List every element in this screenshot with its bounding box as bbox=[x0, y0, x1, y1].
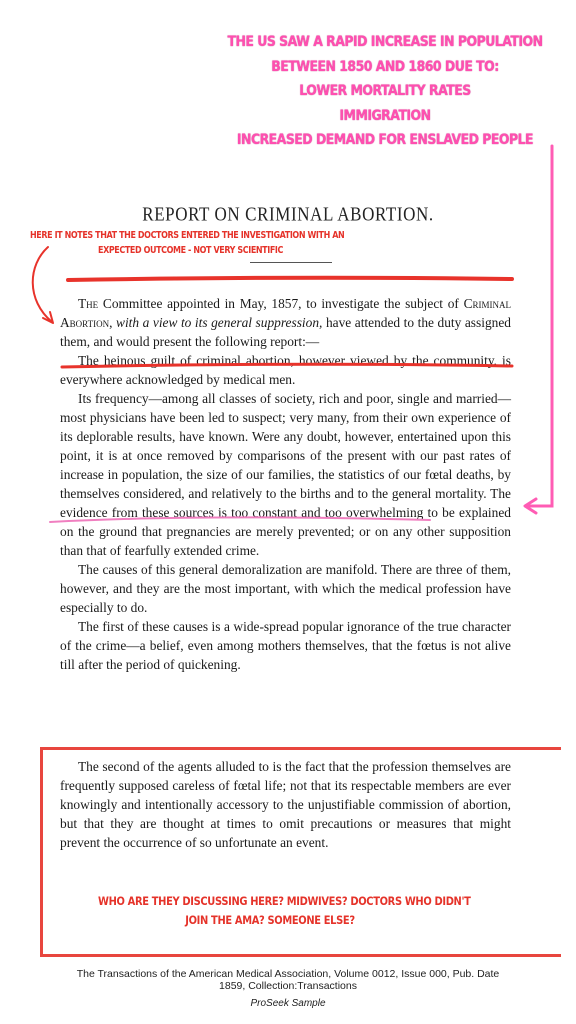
annotation-line: WHO ARE THEY DISCUSSING HERE? MIDWIVES? DOCTORS WHO DIDN'T bbox=[98, 894, 471, 908]
text-run: have attended to the duty assigned them, and would present the following report:— bbox=[60, 315, 511, 349]
pink-arrowhead bbox=[525, 499, 536, 513]
paragraph: The causes of this general demoralization are manifold. There are three of them, however, and they are the most important, with which the medical profession have especially to do. bbox=[60, 562, 511, 615]
italic-phrase: with a view to its general suppression, bbox=[116, 315, 323, 330]
annotation-line: BETWEEN 1850 AND 1860 DUE TO: bbox=[271, 58, 499, 75]
paragraph: The second of the agents alluded to is the fact that the profession themselves are frequently supposed careless of fœtal life; not that its respectable members are ever knowingly and intentionally accessory to the unjustifiable commission of abortion, but that they are thought at times to omit precautions or measures that might prevent the occurrence of so unfortunate an event. bbox=[60, 759, 511, 850]
text-run: Committee appointed in May, 1857, to investigate the subject of bbox=[102, 296, 459, 311]
report-title: REPORT ON CRIMINAL ABORTION. bbox=[142, 203, 434, 225]
pink-bracket-line bbox=[527, 146, 552, 506]
annotation-line: IMMIGRATION bbox=[339, 107, 431, 124]
annotation-line: HERE IT NOTES THAT THE DOCTORS ENTERED THE INVESTIGATION WITH AN bbox=[30, 230, 345, 241]
red-underline-top bbox=[68, 278, 512, 280]
paragraph: The heinous guilt of criminal abortion, however viewed by the community, is everywhere acknowledged by medical men. bbox=[60, 353, 511, 387]
citation bbox=[40, 968, 536, 992]
paragraph: Its frequency—among all classes of society, rich and poor, single and married—most physicians have been led to suspect; very many, from their own experience of its deplorable results, have known. Were any doubt, however, entertained upon this point, it is at once removed by comparisons of the present with our past rates of increase in population, the size of our families, the statistics of our fœtal deaths, by themselves considered, and relatively to the births and to the general mortality. The evidence from these sources is too constant and too overwhelming to be explained on the ground that pregnancies are merely prevented; or on any other supposition than that of fearfully extended crime. bbox=[60, 391, 511, 558]
paragraph: The first of these causes is a wide-spread popular ignorance of the true character of the crime—a belief, even among mothers themselves, that the fœtus is not alive till after the period of quickening. bbox=[60, 619, 511, 672]
report-body bbox=[60, 294, 511, 674]
red-arrowhead bbox=[43, 312, 53, 323]
boxed-paragraph bbox=[60, 757, 511, 852]
small-caps-word: The bbox=[78, 296, 99, 311]
red-curved-arrow bbox=[33, 247, 52, 322]
citation-line: 1859, Collection:Transactions bbox=[219, 980, 357, 992]
question-annotation bbox=[98, 892, 471, 930]
citation-line: The Transactions of the American Medical Association, Volume 0012, Issue 000, Pub. Date bbox=[76, 968, 500, 980]
annotation-line: LOWER MORTALITY RATES bbox=[299, 83, 471, 99]
title-rule bbox=[250, 262, 332, 263]
population-annotation bbox=[226, 30, 544, 153]
annotation-line: JOIN THE AMA? SOMEONE ELSE? bbox=[185, 913, 355, 927]
paragraph bbox=[60, 294, 511, 351]
annotation-line: EXPECTED OUTCOME - NOT VERY SCIENTIFIC bbox=[98, 245, 283, 256]
annotation-line: INCREASED DEMAND FOR ENSLAVED PEOPLE bbox=[236, 132, 534, 148]
sample-label: ProSeek Sample bbox=[250, 998, 326, 1009]
annotation-line: THE US SAW A RAPID INCREASE IN POPULATION bbox=[227, 34, 543, 50]
small-caps-term: Criminal Abortion, bbox=[60, 296, 511, 330]
